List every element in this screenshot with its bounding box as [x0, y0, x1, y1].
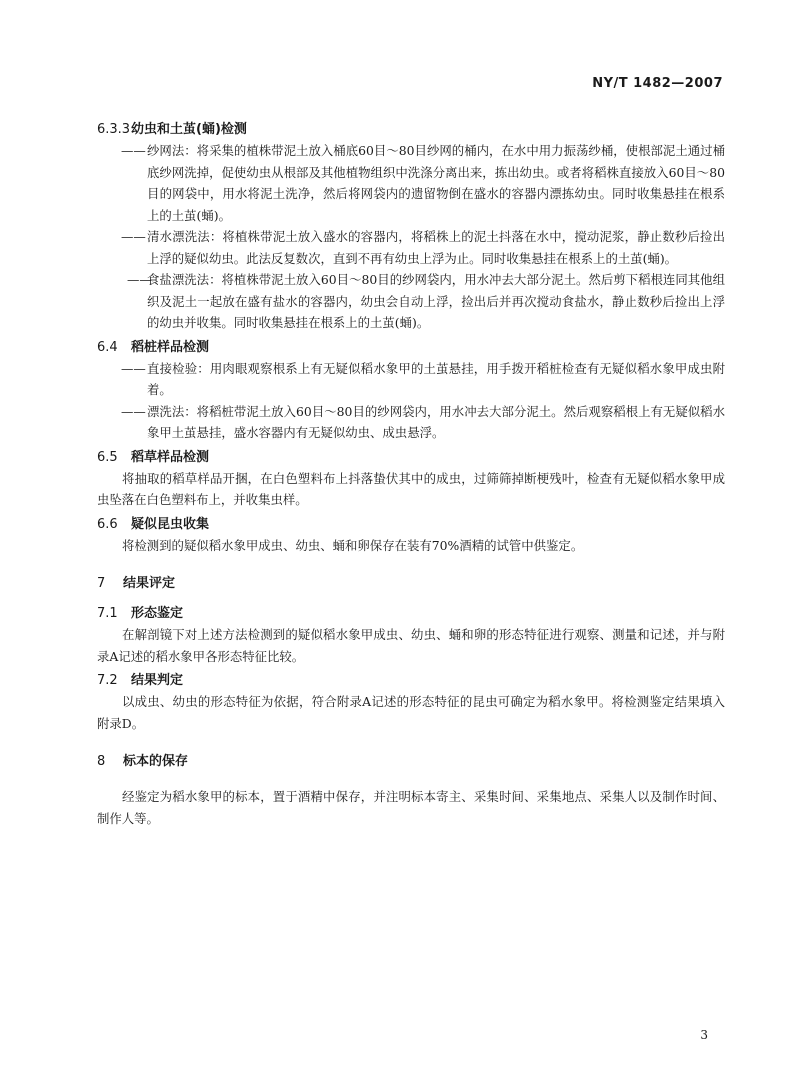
- section-heading-8: [97, 752, 725, 772]
- section-heading-6-5: [97, 448, 725, 468]
- section-heading-7: [97, 574, 725, 594]
- list-dash: ——: [121, 360, 146, 376]
- list-item: [97, 140, 725, 226]
- page-number: 3: [700, 1028, 708, 1042]
- list-item-text: 食盐漂洗法：将植株带泥土放入60目～80目的纱网袋内，用水冲去大部分泥土。然后剪下稻根连同其他组织及泥土一起放在盛有盐水的容器内，幼虫会自动上浮，捡出后并再次搅动食盐水，静止数秒后捡出上浮的幼虫并收集。同时收集悬挂在根系上的土茧(蛹)。: [147, 272, 725, 330]
- section-title: 稻草样品检测: [131, 449, 210, 465]
- list-dash: ——: [121, 229, 146, 244]
- section-paragraph: 在解剖镜下对上述方法检测到的疑似稻水象甲成虫、幼虫、蛹和卵的形态特征进行观察、测量和记述，并与附录A记述的稻水象甲各形态特征比较。: [97, 627, 725, 664]
- list-dash: ——: [121, 143, 146, 158]
- section-number: 6.5: [97, 449, 118, 465]
- section-number: 6.6: [97, 516, 118, 532]
- section-heading-6-6: [97, 515, 725, 535]
- section-title: 结果判定: [131, 673, 184, 688]
- section-number: 6.4: [97, 339, 118, 355]
- section-title: 标本的保存: [123, 754, 189, 769]
- document-body: [97, 116, 725, 829]
- section-title: 结果评定: [123, 576, 176, 591]
- list-item-text: 漂洗法：将稻桩带泥土放入60目～80目的纱网袋内，用水冲去大部分泥土。然后观察稻根上有无疑似稻水象甲土茧悬挂，盛水容器内有无疑似幼虫、成虫悬浮。: [147, 403, 725, 440]
- list-item-text: 清水漂洗法：将植株带泥土放入盛水的容器内，将稻株上的泥土抖落在水中，搅动泥浆，静止数秒后捡出上浮的疑似幼虫。此法反复数次，直到不再有幼虫上浮为止。同时收集悬挂在根系上的土茧(蛹)。: [147, 229, 725, 266]
- section-number: 7.2: [97, 673, 118, 688]
- section-number: 7: [97, 576, 106, 591]
- list-item: [97, 269, 725, 334]
- section-title: 稻桩样品检测: [131, 339, 210, 355]
- section-heading-6-3-3: [97, 120, 725, 140]
- section-number: 7.1: [97, 606, 118, 621]
- section-heading-7-2: [97, 671, 725, 691]
- section-paragraph: 将检测到的疑似稻水象甲成虫、幼虫、蛹和卵保存在装有70%酒精的试管中供鉴定。: [122, 537, 584, 553]
- list-dash: ——: [121, 403, 146, 419]
- section-number: 8: [97, 754, 106, 769]
- section-title: 形态鉴定: [131, 606, 184, 621]
- list-item-text: 纱网法：将采集的植株带泥土放入桶底60目～80目纱网的桶内，在水中用力振荡纱桶，使根部泥土通过桶底纱网洗掉，促使幼虫从根部及其他植物组织中洗涤分离出来，拣出幼虫。或者将稻株直接放入60目～80目的网袋中，用水将泥土洗净，然后将网袋内的遗留物倒在盛水的容器内漂拣幼虫。同时收集悬挂在根系上的土茧(蛹)。: [147, 143, 725, 223]
- list-item: [97, 401, 725, 444]
- list-item: [97, 226, 725, 269]
- standard-code: NY/T 1482—2007: [592, 76, 723, 91]
- section-title: 幼虫和土茧(蛹)检测: [131, 122, 247, 137]
- section-number: 6.3.3: [97, 122, 131, 137]
- section-paragraph: 经鉴定为稻水象甲的标本，置于酒精中保存，并注明标本寄主、采集时间、采集地点、采集人以及制作时间、制作人等。: [97, 789, 725, 826]
- section-title: 疑似昆虫收集: [131, 516, 210, 532]
- list-dash: ——: [127, 272, 152, 287]
- section-heading-6-4: [97, 338, 725, 358]
- section-paragraph: 将抽取的稻草样品开捆，在白色塑料布上抖落蛰伏其中的成虫，过筛筛掉断梗残叶，检查有无疑似稻水象甲成虫坠落在白色塑料布上，并收集虫样。: [97, 470, 725, 507]
- list-item: [97, 358, 725, 401]
- section-heading-7-1: [97, 604, 725, 624]
- section-paragraph: 以成虫、幼虫的形态特征为依据，符合附录A记述的形态特征的昆虫可确定为稻水象甲。将检测鉴定结果填入附录D。: [97, 694, 725, 731]
- list-item-text: 直接检验：用肉眼观察根系上有无疑似稻水象甲的土茧悬挂，用手拨开稻桩检查有无疑似稻水象甲成虫附着。: [147, 360, 725, 397]
